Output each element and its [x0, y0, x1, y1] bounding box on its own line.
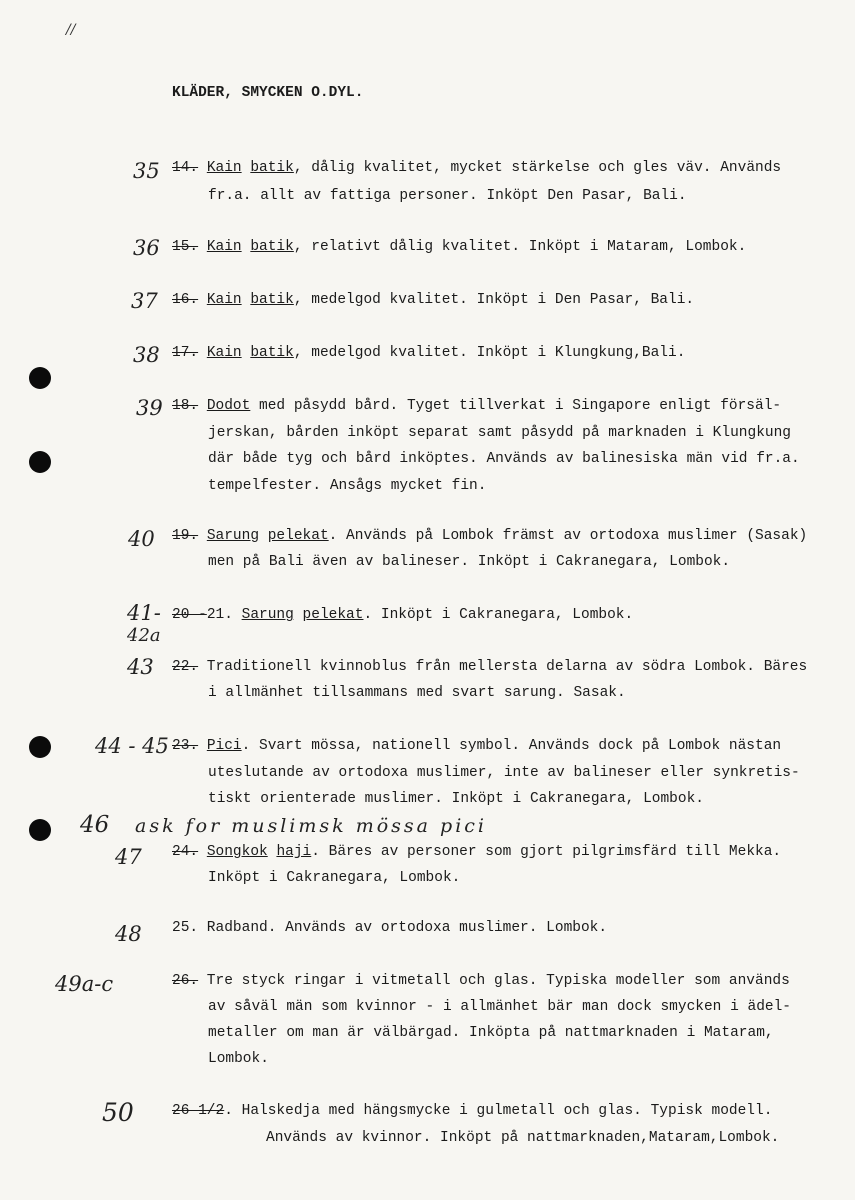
entry-line: uteslutande av ortodoxa muslimer, inte av balineser eller synkretis- [208, 765, 800, 781]
handwritten-note: ask for muslimsk mössa pici [135, 815, 487, 837]
catalog-number: 36 [133, 236, 160, 260]
punch-hole [29, 819, 51, 841]
catalog-number: 37 [131, 289, 158, 313]
entry-line: i allmänhet tillsammans med svart sarung. Sasak. [208, 685, 626, 701]
entry-line: Lombok. [208, 1051, 269, 1067]
entry-line: Inköpt i Cakranegara, Lombok. [208, 870, 461, 886]
entry-line: 26 1/2. Halskedja med hängsmycke i gulmetall och glas. Typisk modell. [172, 1103, 773, 1119]
catalog-number: 39 [136, 396, 163, 420]
entry-line: 22. Traditionell kvinnoblus från mellersta delarna av södra Lombok. Bäres [172, 659, 808, 675]
catalog-number: 35 [133, 159, 160, 183]
entry-line: jerskan, bården inköpt separat samt påsydd på marknaden i Klungkung [208, 425, 791, 441]
punch-hole [29, 367, 51, 389]
entry-line: tempelfester. Ansågs mycket fin. [208, 478, 487, 494]
catalog-number: 48 [115, 922, 142, 946]
punch-hole [29, 451, 51, 473]
catalog-number: 49a-c [55, 972, 114, 996]
catalog-number: 43 [127, 655, 154, 679]
catalog-number: 42a [127, 625, 161, 646]
entry-line: 18. Dodot med påsydd bård. Tyget tillverkat i Singapore enligt försäl- [172, 398, 782, 414]
entry-line: fr.a. allt av fattiga personer. Inköpt Den Pasar, Bali. [208, 188, 687, 204]
entry-line: av såväl män som kvinnor - i allmänhet bär man dock smycken i ädel- [208, 999, 791, 1015]
entry-line: 26. Tre styck ringar i vitmetall och glas. Typiska modeller som används [172, 973, 790, 989]
entry-line: 17. Kain batik, medelgod kvalitet. Inköpt i Klungkung,Bali. [172, 345, 686, 361]
catalog-number: 40 [128, 527, 155, 551]
catalog-number: 47 [115, 845, 142, 869]
entry-line: 23. Pici. Svart mössa, nationell symbol. Används dock på Lombok nästan [172, 738, 782, 754]
corner-mark: // [66, 22, 76, 38]
entry-line: 16. Kain batik, medelgod kvalitet. Inköpt i Den Pasar, Bali. [172, 292, 695, 308]
entry-line: där både tyg och bård inköptes. Används av balinesiska män vid fr.a. [208, 451, 800, 467]
entry-line: 19. Sarung pelekat. Används på Lombok främst av ortodoxa muslimer (Sasak) [172, 528, 808, 544]
entry-line: 14. Kain batik, dålig kvalitet, mycket stärkelse och gles väv. Används [172, 160, 782, 176]
catalog-number: 38 [133, 343, 160, 367]
entry-line: men på Bali även av balineser. Inköpt i Cakranegara, Lombok. [208, 554, 731, 570]
entry-line: 25. Radband. Används av ortodoxa muslimer. Lombok. [172, 920, 608, 936]
catalog-number: 46 [80, 812, 110, 838]
entry-line: tiskt orienterade muslimer. Inköpt i Cakranegara, Lombok. [208, 791, 704, 807]
catalog-number: 44 - 45 [95, 734, 169, 758]
entry-line: 24. Songkok haji. Bäres av personer som gjort pilgrimsfärd till Mekka. [172, 844, 782, 860]
catalog-number: 50 [102, 1098, 134, 1127]
entry-line: 20 -21. Sarung pelekat. Inköpt i Cakranegara, Lombok. [172, 607, 634, 623]
punch-hole [29, 736, 51, 758]
entry-line: 15. Kain batik, relativt dålig kvalitet. Inköpt i Mataram, Lombok. [172, 239, 747, 255]
page-title: KLÄDER, SMYCKEN O.DYL. [172, 85, 364, 101]
entry-line: metaller om man är välbärgad. Inköpta på nattmarknaden i Mataram, [208, 1025, 774, 1041]
catalog-number: 41- [127, 601, 161, 625]
entry-line: Används av kvinnor. Inköpt på nattmarknaden,Mataram,Lombok. [266, 1130, 780, 1146]
